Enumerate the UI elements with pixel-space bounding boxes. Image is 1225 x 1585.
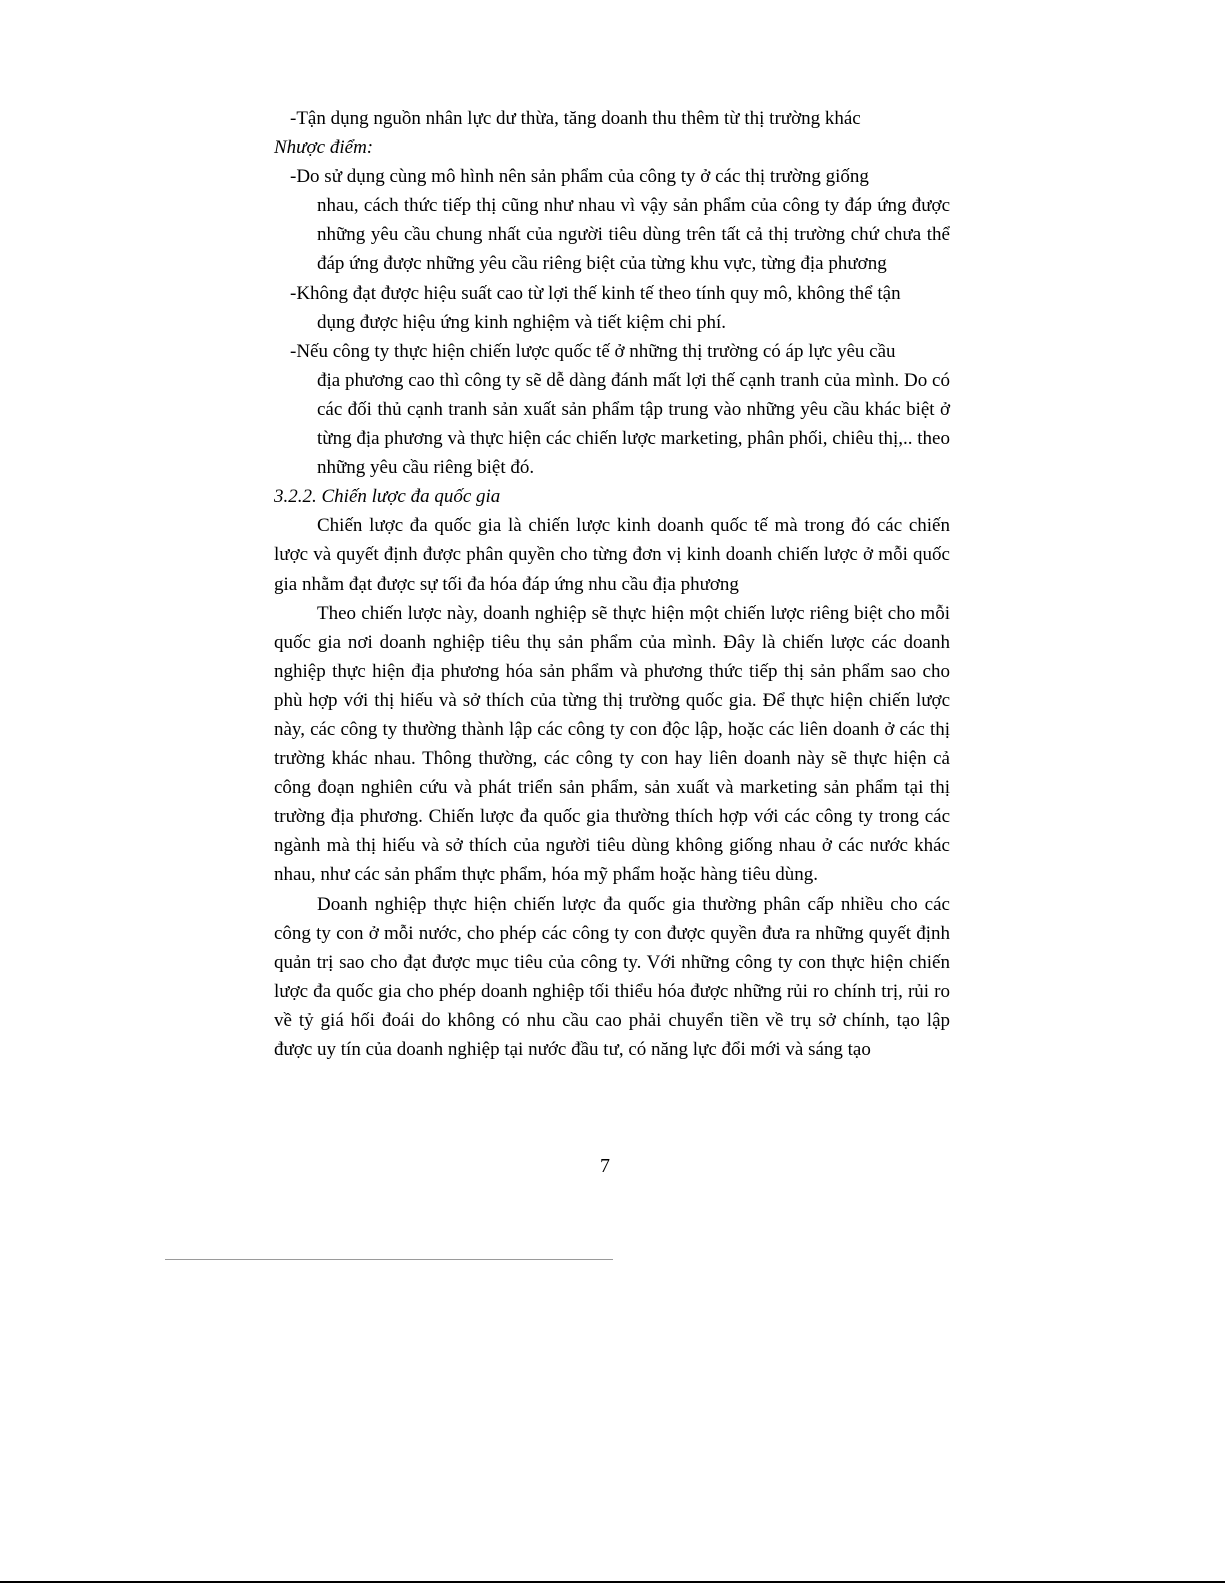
disadvantages-label: Nhược điểm: <box>274 137 374 159</box>
paragraph-1: Chiến lược đa quốc gia là chiến lược kinh doanh quốc tế mà trong đó các chiến lược và quyết định được phân quyền cho từng đơn vị kinh doanh chiến lược ở mỗi quốc gia nhằm đạt được sự tối đa hóa đáp ứng nhu cầu địa phương <box>274 515 950 595</box>
bullet-2-first-line: -Không đạt được hiệu suất cao từ lợi thế kinh tế theo tính quy mô, không thể tận <box>290 282 901 304</box>
section-heading: 3.2.2. Chiến lược đa quốc gia <box>274 486 501 508</box>
bullet-1-first-line: -Do sử dụng cùng mô hình nên sản phẩm của công ty ở các thị trường giống <box>290 166 869 188</box>
footnote-separator <box>165 1259 613 1260</box>
bullet-3-first-line: -Nếu công ty thực hiện chiến lược quốc tế ở những thị trường có áp lực yêu cầu <box>290 340 896 362</box>
page-number: 7 <box>600 1155 610 1177</box>
bullet-1-continuation: nhau, cách thức tiếp thị cũng như nhau vì vậy sản phẩm của công ty đáp ứng được những yêu cầu chung nhất của người tiêu dùng trên tất cả thị trường chứ chưa thể đáp ứng được những yêu cầu riêng biệt của từng khu vực, từng địa phương <box>317 195 950 275</box>
paragraph-2: Theo chiến lược này, doanh nghiệp sẽ thực hiện một chiến lược riêng biệt cho mỗi quốc gia nơi doanh nghiệp tiêu thụ sản phẩm của mình. Đây là chiến lược các doanh nghiệp thực hiện địa phương hóa sản phẩm và phương thức tiếp thị sản phẩm sao cho phù hợp với thị hiếu và sở thích của từng thị trường quốc gia. Để thực hiện chiến lược này, các công ty thường thành lập các công ty con độc lập, hoặc các liên doanh ở các thị trường khác nhau. Thông thường, các công ty con hay liên doanh này sẽ thực hiện cả công đoạn nghiên cứu và phát triển sản phẩm, sản xuất và marketing sản phẩm tại thị trường địa phương. Chiến lược đa quốc gia thường thích hợp với các công ty trong các ngành mà thị hiếu và sở thích của người tiêu dùng không giống nhau ở các nước khác nhau, như các sản phẩm thực phẩm, hóa mỹ phẩm hoặc hàng tiêu dùng. <box>274 602 950 886</box>
body-text <box>274 104 950 1064</box>
page-bottom-border <box>0 1581 1225 1583</box>
bullet-2-continuation: dụng được hiệu ứng kinh nghiệm và tiết kiệm chi phí. <box>317 311 726 333</box>
paragraph-3: Doanh nghiệp thực hiện chiến lược đa quốc gia thường phân cấp nhiều cho các công ty con ở mỗi nước, cho phép các công ty con được quyền đưa ra những quyết định quản trị sao cho đạt được mục tiêu của công ty. Với những công ty con thực hiện chiến lược đa quốc gia cho phép doanh nghiệp tối thiểu hóa được những rủi ro chính trị, rủi ro về tỷ giá hối đoái do không có nhu cầu cao phải chuyển tiền về trụ sở chính, tạo lập được uy tín của doanh nghiệp tại nước đầu tư, có năng lực đổi mới và sáng tạo <box>274 893 950 1060</box>
bullet-3-continuation: địa phương cao thì công ty sẽ dễ dàng đánh mất lợi thế cạnh tranh của mình. Do có các đối thủ cạnh tranh sản xuất sản phẩm tập trung vào những yêu cầu khác biệt ở từng địa phương và thực hiện các chiến lược marketing, phân phối, chiêu thị,.. theo những yêu cầu riêng biệt đó. <box>317 369 950 479</box>
advantage-bullet: -Tận dụng nguồn nhân lực dư thừa, tăng doanh thu thêm từ thị trường khác <box>290 108 861 129</box>
